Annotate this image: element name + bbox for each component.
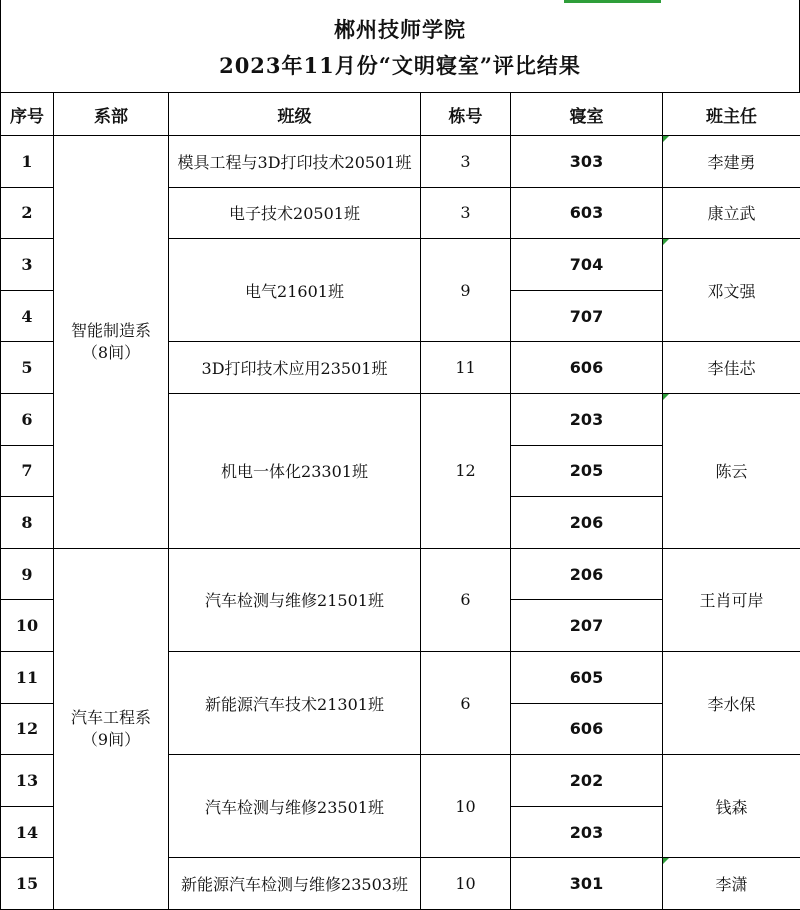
teacher-cell[interactable]: 康立武	[663, 187, 800, 239]
seq-cell[interactable]: 11	[1, 651, 54, 703]
teacher-name: 李潇	[715, 875, 747, 894]
teacher-cell[interactable]	[663, 136, 800, 188]
room-cell[interactable]: 203	[511, 806, 663, 858]
seq-cell[interactable]: 7	[1, 445, 54, 497]
seq-cell[interactable]: 13	[1, 755, 54, 807]
class-cell[interactable]: 机电一体化23301班	[169, 393, 421, 548]
class-cell[interactable]: 汽车检测与维修21501班	[169, 548, 421, 651]
teacher-cell[interactable]: 李佳芯	[663, 342, 800, 394]
selection-indicator	[564, 0, 661, 3]
teacher-name: 邓文强	[707, 282, 755, 301]
class-cell[interactable]: 新能源汽车技术21301班	[169, 651, 421, 754]
teacher-cell[interactable]	[663, 858, 800, 910]
building-cell[interactable]: 10	[421, 755, 511, 858]
header-dept[interactable]: 系部	[54, 93, 169, 136]
seq-cell[interactable]: 9	[1, 548, 54, 600]
dept-count: （9间）	[82, 730, 140, 749]
seq-cell[interactable]: 14	[1, 806, 54, 858]
results-table	[0, 92, 800, 910]
building-cell[interactable]: 11	[421, 342, 511, 394]
teacher-cell[interactable]: 钱森	[663, 755, 800, 858]
seq-cell[interactable]: 4	[1, 290, 54, 342]
room-cell[interactable]: 606	[511, 342, 663, 394]
class-cell[interactable]: 电气21601班	[169, 239, 421, 342]
room-cell[interactable]: 301	[511, 858, 663, 910]
seq-cell[interactable]: 15	[1, 858, 54, 910]
seq-cell[interactable]: 10	[1, 600, 54, 652]
dept-name: 汽车工程系	[71, 708, 151, 727]
seq-cell[interactable]: 1	[1, 136, 54, 188]
seq-cell[interactable]: 2	[1, 187, 54, 239]
room-cell[interactable]: 203	[511, 393, 663, 445]
header-class[interactable]: 班级	[169, 93, 421, 136]
cell-comment-marker	[663, 239, 669, 245]
class-cell[interactable]: 电子技术20501班	[169, 187, 421, 239]
school-name: 郴州技师学院	[1, 14, 799, 44]
room-cell[interactable]: 206	[511, 548, 663, 600]
building-cell[interactable]: 6	[421, 548, 511, 651]
building-cell[interactable]: 3	[421, 187, 511, 239]
seq-cell[interactable]: 12	[1, 703, 54, 755]
building-cell[interactable]: 6	[421, 651, 511, 754]
header-seq[interactable]: 序号	[1, 93, 54, 136]
room-cell[interactable]: 303	[511, 136, 663, 188]
room-cell[interactable]: 202	[511, 755, 663, 807]
teacher-cell[interactable]	[663, 393, 800, 548]
dept-count: （8间）	[82, 343, 140, 362]
teacher-name: 李建勇	[707, 153, 755, 172]
header-room[interactable]: 寝室	[511, 93, 663, 136]
room-cell[interactable]: 707	[511, 290, 663, 342]
room-cell[interactable]: 205	[511, 445, 663, 497]
room-cell[interactable]: 605	[511, 651, 663, 703]
class-cell[interactable]: 模具工程与3D打印技术20501班	[169, 136, 421, 188]
teacher-cell[interactable]: 王肖可岸	[663, 548, 800, 651]
table-row	[1, 136, 800, 188]
cell-comment-marker	[663, 858, 669, 864]
header-teacher[interactable]: 班主任	[663, 93, 800, 136]
class-cell[interactable]: 新能源汽车检测与维修23503班	[169, 858, 421, 910]
seq-cell[interactable]: 8	[1, 497, 54, 549]
cell-comment-marker	[663, 394, 669, 400]
dept-cell[interactable]	[54, 136, 169, 549]
class-cell[interactable]: 汽车检测与维修23501班	[169, 755, 421, 858]
report-subtitle: 2023年11月份“文明寝室”评比结果	[1, 50, 799, 80]
building-cell[interactable]: 10	[421, 858, 511, 910]
room-cell[interactable]: 603	[511, 187, 663, 239]
dept-name: 智能制造系	[71, 321, 151, 340]
room-cell[interactable]: 606	[511, 703, 663, 755]
seq-cell[interactable]: 3	[1, 239, 54, 291]
teacher-name: 陈云	[715, 462, 747, 481]
seq-cell[interactable]: 5	[1, 342, 54, 394]
header-row	[1, 93, 800, 136]
cell-comment-marker	[663, 136, 669, 142]
room-cell[interactable]: 704	[511, 239, 663, 291]
building-cell[interactable]: 9	[421, 239, 511, 342]
table-row	[1, 548, 800, 600]
teacher-cell[interactable]: 李水保	[663, 651, 800, 754]
header-building[interactable]: 栋号	[421, 93, 511, 136]
room-cell[interactable]: 206	[511, 497, 663, 549]
building-cell[interactable]: 12	[421, 393, 511, 548]
room-cell[interactable]: 207	[511, 600, 663, 652]
teacher-cell[interactable]	[663, 239, 800, 342]
dept-cell[interactable]	[54, 548, 169, 909]
class-cell[interactable]: 3D打印技术应用23501班	[169, 342, 421, 394]
report-title-block	[0, 0, 800, 92]
building-cell[interactable]: 3	[421, 136, 511, 188]
seq-cell[interactable]: 6	[1, 393, 54, 445]
